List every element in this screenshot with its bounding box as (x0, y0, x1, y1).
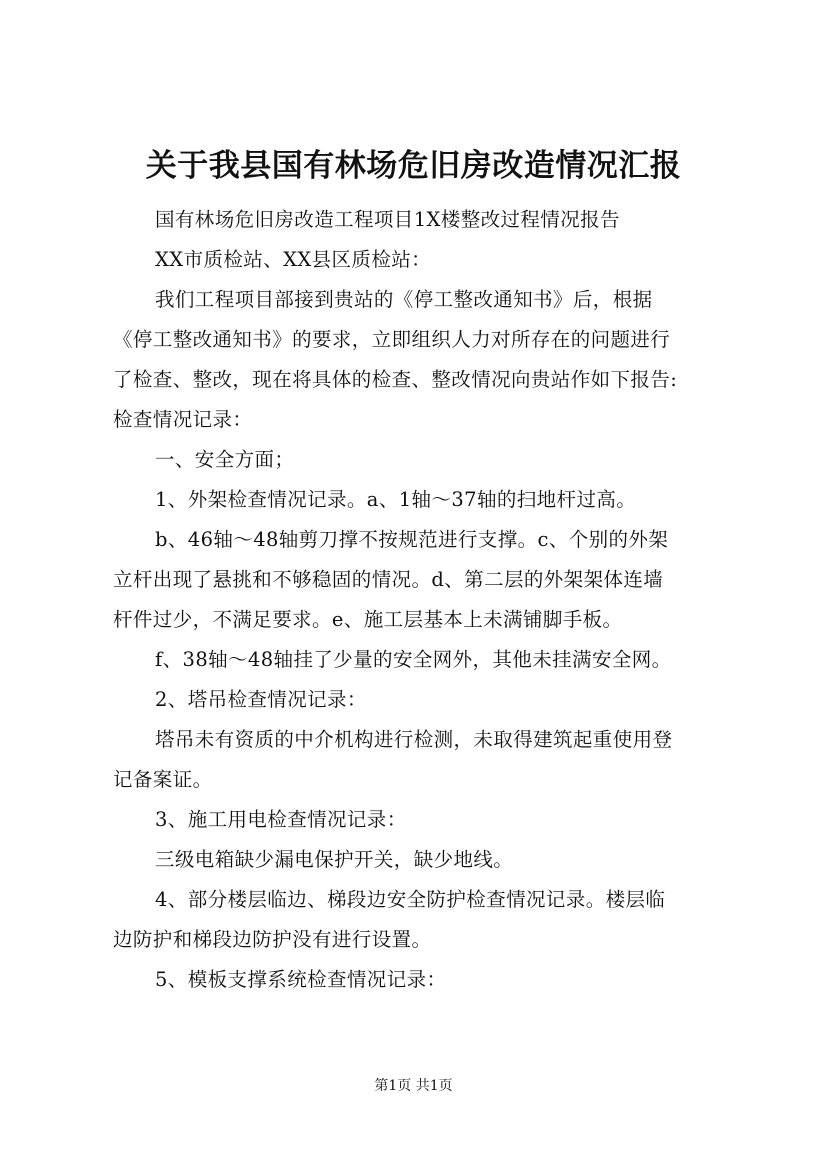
list-item-line: 1、外架检查情况记录。a、1轴～37轴的扫地杆过高。 (155, 488, 637, 511)
document-title: 关于我县国有林场危旧房改造情况汇报 (145, 148, 682, 184)
list-item-line: 5、模板支撑系统检查情况记录： (155, 968, 447, 991)
list-item-line: 三级电箱缺少漏电保护开关，缺少地线。 (155, 848, 514, 871)
paragraph-line: 《停工整改通知书》的要求，立即组织人力对所存在的问题进行 (113, 328, 671, 351)
list-item-line: f、38轴～48轴挂了少量的安全网外，其他未挂满安全网。 (155, 648, 672, 671)
document-body (113, 200, 743, 1000)
section-heading: 检查情况记录： (113, 408, 253, 431)
list-item-line: 3、施工用电检查情况记录： (155, 808, 407, 831)
paragraph-line: 我们工程项目部接到贵站的《停工整改通知书》后，根据 (155, 288, 653, 311)
list-item-line: 边防护和梯段边防护没有进行设置。 (113, 928, 432, 951)
list-item-line: 2、塔吊检查情况记录： (155, 688, 367, 711)
list-item-line: b、46轴～48轴剪刀撑不按规范进行支撑。c、个别的外架 (155, 528, 669, 551)
list-item-line: 塔吊未有资质的中介机构进行检测，未取得建筑起重使用登 (155, 728, 673, 751)
recipient-line: XX市质检站、XX县区质检站： (155, 248, 432, 271)
list-item-line: 立杆出现了悬挑和不够稳固的情况。d、第二层的外架架体连墙 (113, 568, 664, 591)
list-item-line: 4、部分楼层临边、梯段边安全防护检查情况记录。楼层临 (155, 888, 666, 911)
page-number-footer: 第1页 共1页 (374, 1078, 453, 1094)
report-subtitle: 国有林场危旧房改造工程项目1X楼整改过程情况报告 (155, 208, 620, 231)
section-heading: 一、安全方面； (155, 448, 295, 471)
list-item-line: 杆件过少，不满足要求。e、施工层基本上未满铺脚手板。 (113, 608, 623, 631)
list-item-line: 记备案证。 (113, 768, 213, 791)
paragraph-line: 了检查、整改，现在将具体的检查、整改情况向贵站作如下报告: (113, 368, 678, 391)
